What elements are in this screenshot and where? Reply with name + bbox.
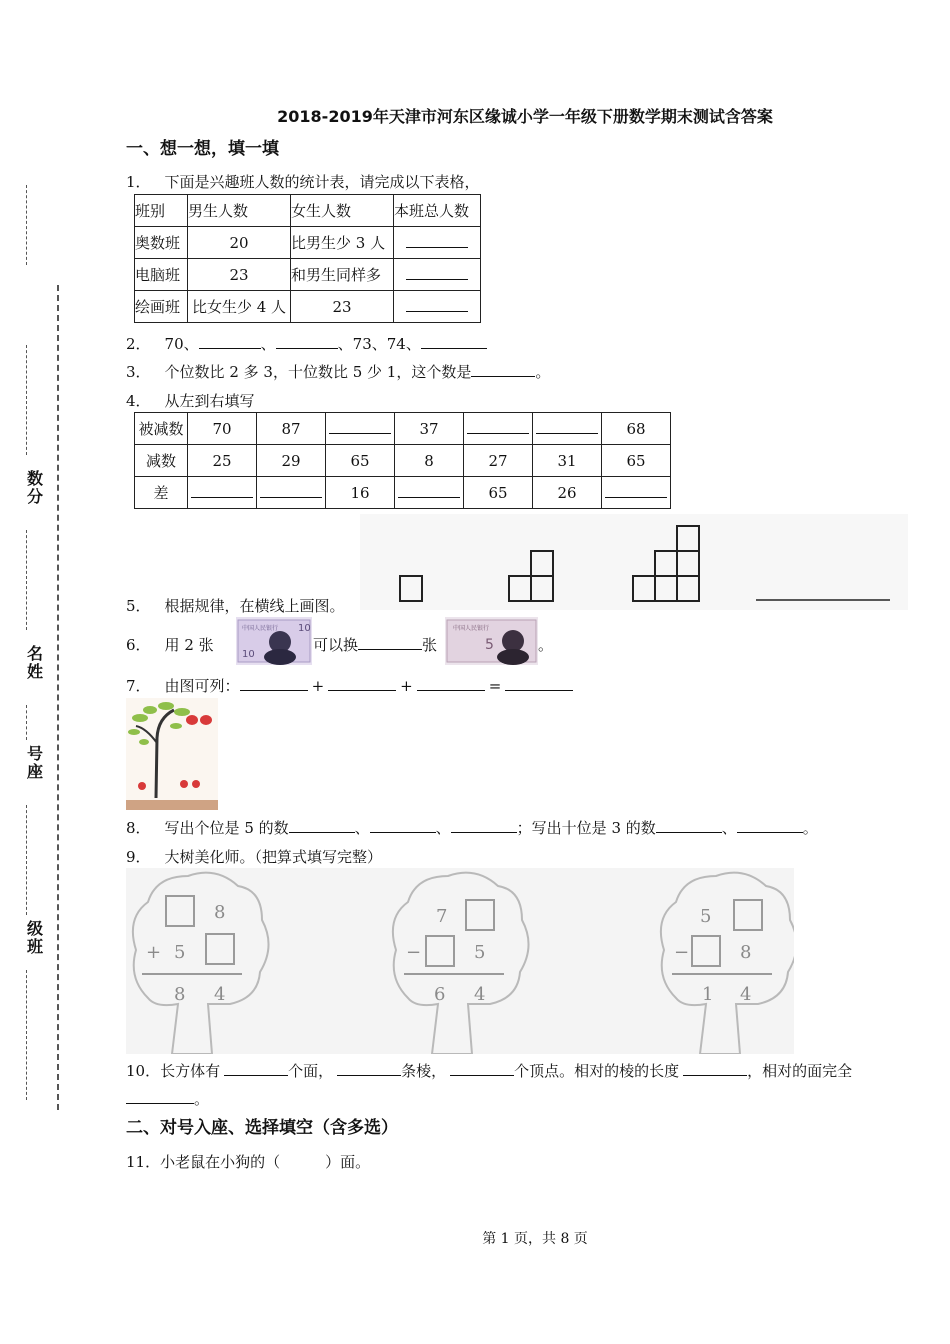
answer-blank[interactable] [337,1061,401,1076]
question-text: 由图可列： [164,677,240,695]
answer-blank[interactable] [398,483,460,498]
equals-sign: = [488,677,502,695]
question-text: 用 2 张 [164,636,214,654]
note-denomination: 10 [242,649,255,660]
answer-blank[interactable] [289,818,355,833]
tree-operator: − [406,942,422,963]
table-cell: 23 [291,291,394,323]
question-number: 3． [126,363,151,381]
answer-blank[interactable] [605,483,667,498]
question-4 [126,391,255,411]
section-heading: 一、想一想，填一填 [126,139,279,159]
tree-arithmetic-figure [126,868,794,1054]
question-6-end: 。 [538,636,554,654]
answer-blank[interactable] [276,334,338,349]
question-number: 2． [126,335,151,353]
question-text: 长方体有 [160,1062,221,1080]
answer-blank[interactable] [421,334,487,349]
answer-blank-cell[interactable] [602,477,671,509]
table-cell: 65 [602,445,671,477]
table-cell: 比男生少 3 人 [291,227,394,259]
question-number: 11． [126,1153,161,1171]
table-cell: 29 [257,445,326,477]
tree-digit: 1 [702,984,714,1005]
answer-blank-cell[interactable] [533,413,602,445]
sidebar-dash [26,530,39,630]
tree-digit: 5 [700,906,712,927]
question-9 [126,847,382,867]
sidebar-dash [26,185,39,265]
question-text: 写出个位是 5 的数 [164,819,289,837]
question-text: 。 [535,363,551,381]
tree-with-birds-illustration [126,698,218,810]
question-11 [126,1152,370,1172]
question-10-continued [126,1089,209,1109]
question-text: 个位数比 2 多 3，十位数比 5 少 1，这个数是 [164,363,472,381]
table-cell: 和男生同样多 [291,259,394,291]
question-text: 、73、74、 [337,335,421,353]
answer-blank[interactable] [656,818,722,833]
answer-blank[interactable] [450,1061,514,1076]
question-number: 4． [126,392,151,410]
question-6-middle [313,635,437,655]
answer-blank-cell[interactable] [326,413,395,445]
question-number: 9． [126,848,151,866]
table-cell: 绘画班 [135,291,188,323]
answer-blank-cell[interactable] [464,413,533,445]
question-7 [126,676,573,696]
question-1 [126,172,480,192]
question-number: 10． [126,1062,161,1080]
sidebar-dash [26,970,39,1100]
question-text: 。 [802,819,818,837]
question-text: 下面是兴趣班人数的统计表，请完成以下表格， [164,173,480,191]
table-cell: 26 [533,477,602,509]
table-cell: 27 [464,445,533,477]
tree-digit: 5 [174,942,186,963]
answer-blank[interactable] [358,635,422,650]
answer-blank[interactable] [406,297,468,312]
tree-digit: 4 [214,984,226,1005]
answer-blank[interactable] [417,676,485,691]
tree-digit: 8 [214,902,226,923]
answer-blank[interactable] [451,818,517,833]
answer-blank[interactable] [370,818,436,833]
answer-blank[interactable] [471,362,535,377]
sidebar-dash [26,705,39,740]
table-cell: 比女生少 4 人 [188,291,291,323]
subtraction-table [134,412,671,509]
row-label: 差 [135,477,188,509]
table-header: 本班总人数 [394,195,481,227]
plus-sign: + [311,677,325,695]
tree-digit: 8 [174,984,186,1005]
answer-blank[interactable] [505,676,573,691]
answer-blank[interactable] [260,483,322,498]
sidebar-label-text: 数分 [26,469,43,506]
table-header: 男生人数 [188,195,291,227]
table-cell: 25 [188,445,257,477]
question-5 [126,596,345,616]
table-cell: 20 [188,227,291,259]
sidebar-label-text: 级班 [26,919,43,956]
answer-blank[interactable] [224,1061,288,1076]
tree-operator: + [146,942,162,963]
question-text: 条棱， [401,1062,447,1080]
tree-operator: − [674,942,690,963]
sidebar-label-score [26,470,44,506]
answer-blank[interactable] [191,483,253,498]
table-cell: 68 [602,413,671,445]
note-denomination: 5 [485,637,494,653]
banknote-10-yuan-image [236,617,312,665]
row-label: 被减数 [135,413,188,445]
table-cell: 电脑班 [135,259,188,291]
page-footer: 第 1 页，共 8 页 [482,1231,588,1247]
answer-blank[interactable] [683,1061,747,1076]
table-cell: 65 [464,477,533,509]
question-text: ；写出十位是 3 的数 [516,819,656,837]
table-cell: 16 [326,477,395,509]
table-cell: 奥数班 [135,227,188,259]
answer-blank[interactable] [467,419,529,434]
sidebar-label-seat [26,745,44,781]
tree-digit: 4 [474,984,486,1005]
answer-blank-cell[interactable] [257,477,326,509]
sidebar-label-class [26,920,44,956]
sidebar-label-text: 名姓 [26,644,43,681]
note-denomination: 10 [298,623,311,634]
question-text: 个面， [288,1062,334,1080]
answer-blank-cell[interactable] [394,227,481,259]
question-number: 7． [126,677,151,695]
svg-text:中国人民银行: 中国人民银行 [242,625,279,632]
table-cell: 31 [533,445,602,477]
table-cell: 87 [257,413,326,445]
question-number: 6． [126,636,151,654]
question-number: 5． [126,597,151,615]
binding-dashed-line [57,285,59,1110]
answer-blank[interactable] [328,676,396,691]
tree-digit: 5 [474,942,486,963]
answer-blank[interactable] [536,419,598,434]
section-heading: 二、对号入座、选择填空（含多选） [126,1118,398,1138]
question-text: 、 [721,819,737,837]
page-title: 2018-2019年天津市河东区缘诚小学一年级下册数学期末测试含答案 [277,107,773,126]
svg-text:中国人民银行: 中国人民银行 [453,625,490,632]
plus-sign: + [400,677,413,695]
question-text: 从左到右填写 [164,392,255,410]
answer-blank[interactable] [199,334,261,349]
table-header: 班别 [135,195,188,227]
tree-digit: 8 [740,942,752,963]
question-2 [126,334,487,354]
question-text: 个顶点。相对的棱的长度 [514,1062,680,1080]
banknote-5-yuan-image [445,617,538,665]
table-cell: 65 [326,445,395,477]
answer-blank[interactable] [737,818,803,833]
question-text: 、 [260,335,276,353]
table-cell: 70 [188,413,257,445]
question-3 [126,362,550,382]
question-10 [126,1061,852,1081]
sidebar-dash [26,345,39,455]
tree-digit: 4 [740,984,752,1005]
question-text: 根据规律，在横线上画图。 [164,597,345,615]
question-text: 小老鼠在小狗的（ ）面。 [160,1153,371,1171]
square-pattern-figure [360,514,908,610]
question-text: 大树美化师。（把算式填写完整） [164,848,383,866]
table-cell: 37 [395,413,464,445]
question-text: ，相对的面完全 [747,1062,853,1080]
question-text: 、 [354,819,370,837]
answer-blank-cell[interactable] [395,477,464,509]
table-cell: 8 [395,445,464,477]
question-text: 70、 [164,335,199,353]
row-label: 减数 [135,445,188,477]
answer-blank-cell[interactable] [394,259,481,291]
question-text: 、 [435,819,451,837]
question-number: 1． [126,173,151,191]
question-6-number [126,635,214,655]
answer-blank-cell[interactable] [188,477,257,509]
class-count-table [134,194,481,323]
table-cell: 23 [188,259,291,291]
question-number: 8． [126,819,151,837]
question-text: 。 [194,1090,210,1108]
question-8 [126,818,818,838]
answer-blank[interactable] [329,419,391,434]
table-header: 女生人数 [291,195,394,227]
answer-blank[interactable] [406,265,468,280]
answer-blank-cell[interactable] [394,291,481,323]
tree-digit: 6 [434,984,446,1005]
sidebar-dash [26,805,39,915]
question-text: 张 [422,636,438,654]
sidebar-label-name [26,645,44,681]
answer-blank[interactable] [126,1089,194,1104]
question-text: 可以换 [313,636,359,654]
answer-blank[interactable] [240,676,308,691]
sidebar-label-text: 号座 [26,744,43,781]
tree-digit: 7 [436,906,448,927]
answer-blank[interactable] [406,233,468,248]
